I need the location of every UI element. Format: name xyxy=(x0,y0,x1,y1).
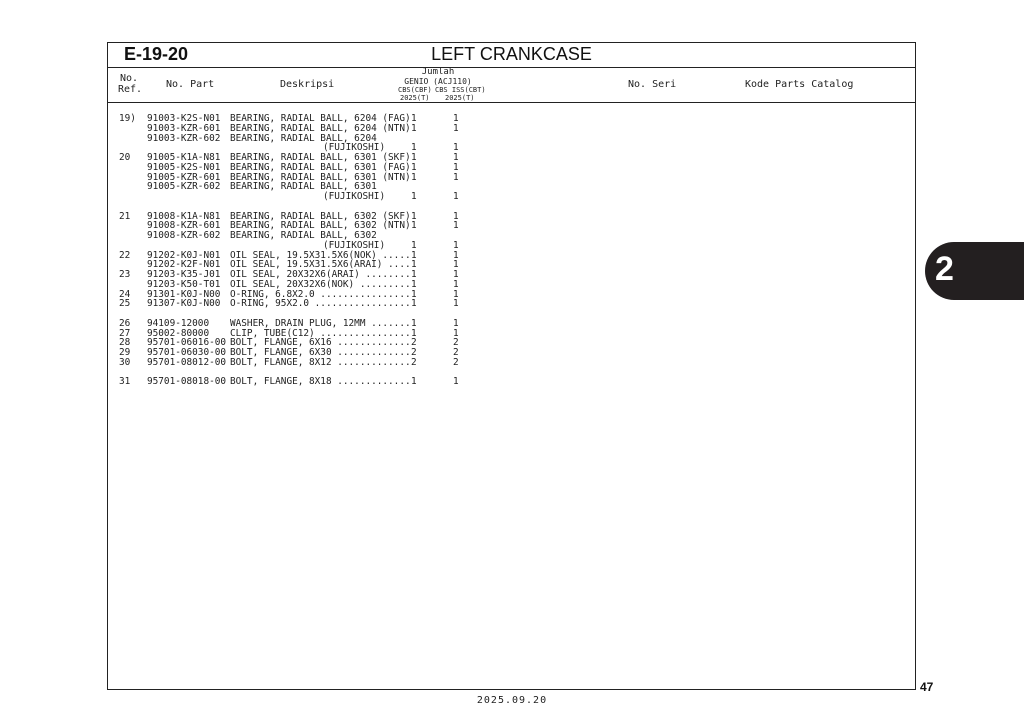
row-qty-cbs: 1 xyxy=(411,239,417,251)
table-header xyxy=(108,67,915,103)
row-description: BEARING, RADIAL BALL, 6204 (NTN) xyxy=(230,122,411,134)
row-description: (FUJIKOSHI) xyxy=(323,191,386,202)
row-part-number: 91008-K1A-N81 xyxy=(147,210,221,222)
row-qty-cbs: 2 xyxy=(411,337,417,349)
row-qty-cbs: 1 xyxy=(411,249,417,261)
row-ref: 23 xyxy=(119,269,131,280)
row-description: (FUJIKOSHI) xyxy=(323,142,386,154)
row-part-number: 94109-12000 xyxy=(147,317,210,329)
row-description: WASHER, DRAIN PLUG, 12MM ....... xyxy=(230,317,411,329)
row-description: OIL SEAL, 20X32X6(ARAI) ........ xyxy=(230,269,411,280)
section-tab xyxy=(925,242,1024,300)
row-description: BOLT, FLANGE, 6X16 ............. xyxy=(230,337,411,349)
row-part-number: 91005-KZR-602 xyxy=(147,181,221,193)
row-qty-cbs-iss: 2 xyxy=(453,347,459,358)
row-qty-cbs: 1 xyxy=(411,269,417,280)
row-part-number: 91202-K0J-N01 xyxy=(147,249,221,261)
row-description: O-RING, 95X2.0 ................. xyxy=(230,298,411,310)
row-part-number: 91005-K1A-N81 xyxy=(147,152,221,163)
row-description: BEARING, RADIAL BALL, 6301 (SKF) xyxy=(230,152,411,163)
title-bar xyxy=(108,43,915,68)
row-qty-cbs-iss: 1 xyxy=(453,239,459,251)
row-description: BEARING, RADIAL BALL, 6204 (FAG) xyxy=(230,113,411,124)
row-description: OIL SEAL, 19.5X31.5X6(ARAI) .... xyxy=(230,259,411,271)
row-part-number: 91005-KZR-601 xyxy=(147,171,221,183)
row-part-number: 91005-K2S-N01 xyxy=(147,161,221,173)
row-ref: 21 xyxy=(119,210,131,222)
row-ref: 20 xyxy=(119,152,131,163)
row-ref: 30 xyxy=(119,356,131,368)
row-qty-cbs: 1 xyxy=(411,259,417,271)
row-part-number: 91307-K0J-N00 xyxy=(147,298,221,310)
header-col2-year: 2025(T) xyxy=(445,94,475,102)
row-part-number: 91203-K35-J01 xyxy=(147,269,221,280)
row-qty-cbs: 1 xyxy=(411,288,417,300)
row-qty-cbs: 1 xyxy=(411,191,417,202)
header-kode-catalog: Kode Parts Catalog xyxy=(745,79,854,90)
row-part-number: 91008-KZR-602 xyxy=(147,230,221,241)
row-qty-cbs-iss: 1 xyxy=(453,249,459,261)
row-qty-cbs: 1 xyxy=(411,210,417,222)
row-qty-cbs-iss: 1 xyxy=(453,210,459,222)
page-title: LEFT CRANKCASE xyxy=(431,44,592,64)
row-qty-cbs: 1 xyxy=(411,161,417,173)
row-qty-cbs: 1 xyxy=(411,152,417,163)
row-description: BEARING, RADIAL BALL, 6204 xyxy=(230,132,377,144)
header-no-part: No. Part xyxy=(166,79,215,90)
row-qty-cbs: 1 xyxy=(411,327,417,339)
row-part-number: 91003-K2S-N01 xyxy=(147,113,221,124)
row-description: CLIP, TUBE(C12) ................ xyxy=(230,327,411,339)
row-description: OIL SEAL, 20X32X6(NOK) ......... xyxy=(230,278,411,290)
row-qty-cbs-iss: 1 xyxy=(453,269,459,280)
row-qty-cbs: 1 xyxy=(411,220,417,232)
section-tab-number: 2 xyxy=(935,250,954,288)
row-description: BEARING, RADIAL BALL, 6301 (FAG) xyxy=(230,161,411,173)
row-description: BEARING, RADIAL BALL, 6302 xyxy=(230,230,377,241)
row-qty-cbs-iss: 1 xyxy=(453,122,459,134)
row-qty-cbs: 1 xyxy=(411,298,417,310)
row-description: BEARING, RADIAL BALL, 6302 (NTN) xyxy=(230,220,411,232)
row-qty-cbs: 1 xyxy=(411,142,417,154)
header-no-label: No. xyxy=(119,73,139,84)
row-part-number: 91301-K0J-N00 xyxy=(147,288,221,300)
row-qty-cbs-iss: 2 xyxy=(453,356,459,368)
row-part-number: 91003-KZR-602 xyxy=(147,132,221,144)
header-no-ref xyxy=(118,73,143,95)
header-col2-top: CBS ISS(CBT) xyxy=(435,86,486,94)
row-qty-cbs: 1 xyxy=(411,113,417,124)
row-ref: 24 xyxy=(119,288,131,300)
row-description: BOLT, FLANGE, 6X30 ............. xyxy=(230,347,411,358)
row-ref: 29 xyxy=(119,347,131,358)
row-qty-cbs-iss: 1 xyxy=(453,298,459,310)
row-part-number: 95701-06016-00 xyxy=(147,337,227,349)
row-part-number: 95701-08012-00 xyxy=(147,356,227,368)
row-ref: 28 xyxy=(119,337,131,349)
row-qty-cbs-iss: 1 xyxy=(453,113,459,124)
row-ref: 22 xyxy=(119,249,131,261)
header-col1-year: 2025(T) xyxy=(400,94,430,102)
row-part-number: 91202-K2F-N01 xyxy=(147,259,221,271)
row-description: O-RING, 6.8X2.0 ................ xyxy=(230,288,411,300)
row-description: BOLT, FLANGE, 8X12 ............. xyxy=(230,356,411,368)
row-qty-cbs-iss: 1 xyxy=(453,317,459,329)
row-qty-cbs: 2 xyxy=(411,347,417,358)
row-qty-cbs-iss: 1 xyxy=(453,161,459,173)
row-description: BEARING, RADIAL BALL, 6302 (SKF) xyxy=(230,210,411,222)
row-ref: 27 xyxy=(119,327,131,339)
row-ref: 19) xyxy=(119,113,136,124)
row-qty-cbs: 1 xyxy=(411,376,417,388)
row-qty-cbs-iss: 1 xyxy=(453,152,459,163)
row-part-number: 95701-08018-00 xyxy=(147,376,227,388)
row-qty-cbs-iss: 1 xyxy=(453,142,459,154)
row-qty-cbs-iss: 1 xyxy=(453,171,459,183)
row-description: BEARING, RADIAL BALL, 6301 (NTN) xyxy=(230,171,411,183)
row-qty-cbs-iss: 1 xyxy=(453,288,459,300)
header-deskripsi: Deskripsi xyxy=(280,79,335,90)
row-part-number: 95701-06030-00 xyxy=(147,347,227,358)
row-qty-cbs: 2 xyxy=(411,356,417,368)
footer-date: 2025.09.20 xyxy=(476,695,548,706)
parts-table-frame xyxy=(107,42,916,690)
row-qty-cbs-iss: 1 xyxy=(453,278,459,290)
row-qty-cbs-iss: 1 xyxy=(453,376,459,388)
page-number: 47 xyxy=(920,680,934,694)
row-qty-cbs-iss: 1 xyxy=(453,220,459,232)
row-part-number: 91203-K50-T01 xyxy=(147,278,221,290)
row-qty-cbs-iss: 2 xyxy=(453,337,459,349)
header-model: GENIO (ACJ110) xyxy=(404,77,472,86)
row-qty-cbs-iss: 1 xyxy=(453,327,459,339)
row-part-number: 91003-KZR-601 xyxy=(147,122,221,134)
section-code: E-19-20 xyxy=(124,44,189,64)
header-ref-label: Ref. xyxy=(118,84,143,95)
row-description: BEARING, RADIAL BALL, 6301 xyxy=(230,181,377,193)
row-part-number: 95002-80000 xyxy=(147,327,210,339)
row-qty-cbs: 1 xyxy=(411,278,417,290)
row-description: (FUJIKOSHI) xyxy=(323,239,386,251)
row-qty-cbs: 1 xyxy=(411,122,417,134)
row-description: BOLT, FLANGE, 8X18 ............. xyxy=(230,376,411,388)
row-ref: 25 xyxy=(119,298,131,310)
header-jumlah: Jumlah xyxy=(421,67,455,77)
row-qty-cbs: 1 xyxy=(411,171,417,183)
header-no-seri: No. Seri xyxy=(628,79,677,90)
row-description: OIL SEAL, 19.5X31.5X6(NOK) ..... xyxy=(230,249,411,261)
row-part-number: 91008-KZR-601 xyxy=(147,220,221,232)
row-ref: 31 xyxy=(119,376,131,388)
row-qty-cbs: 1 xyxy=(411,317,417,329)
row-ref: 26 xyxy=(119,317,131,329)
row-qty-cbs-iss: 1 xyxy=(453,191,459,202)
header-col1-top: CBS(CBF) xyxy=(398,86,432,94)
row-qty-cbs-iss: 1 xyxy=(453,259,459,271)
